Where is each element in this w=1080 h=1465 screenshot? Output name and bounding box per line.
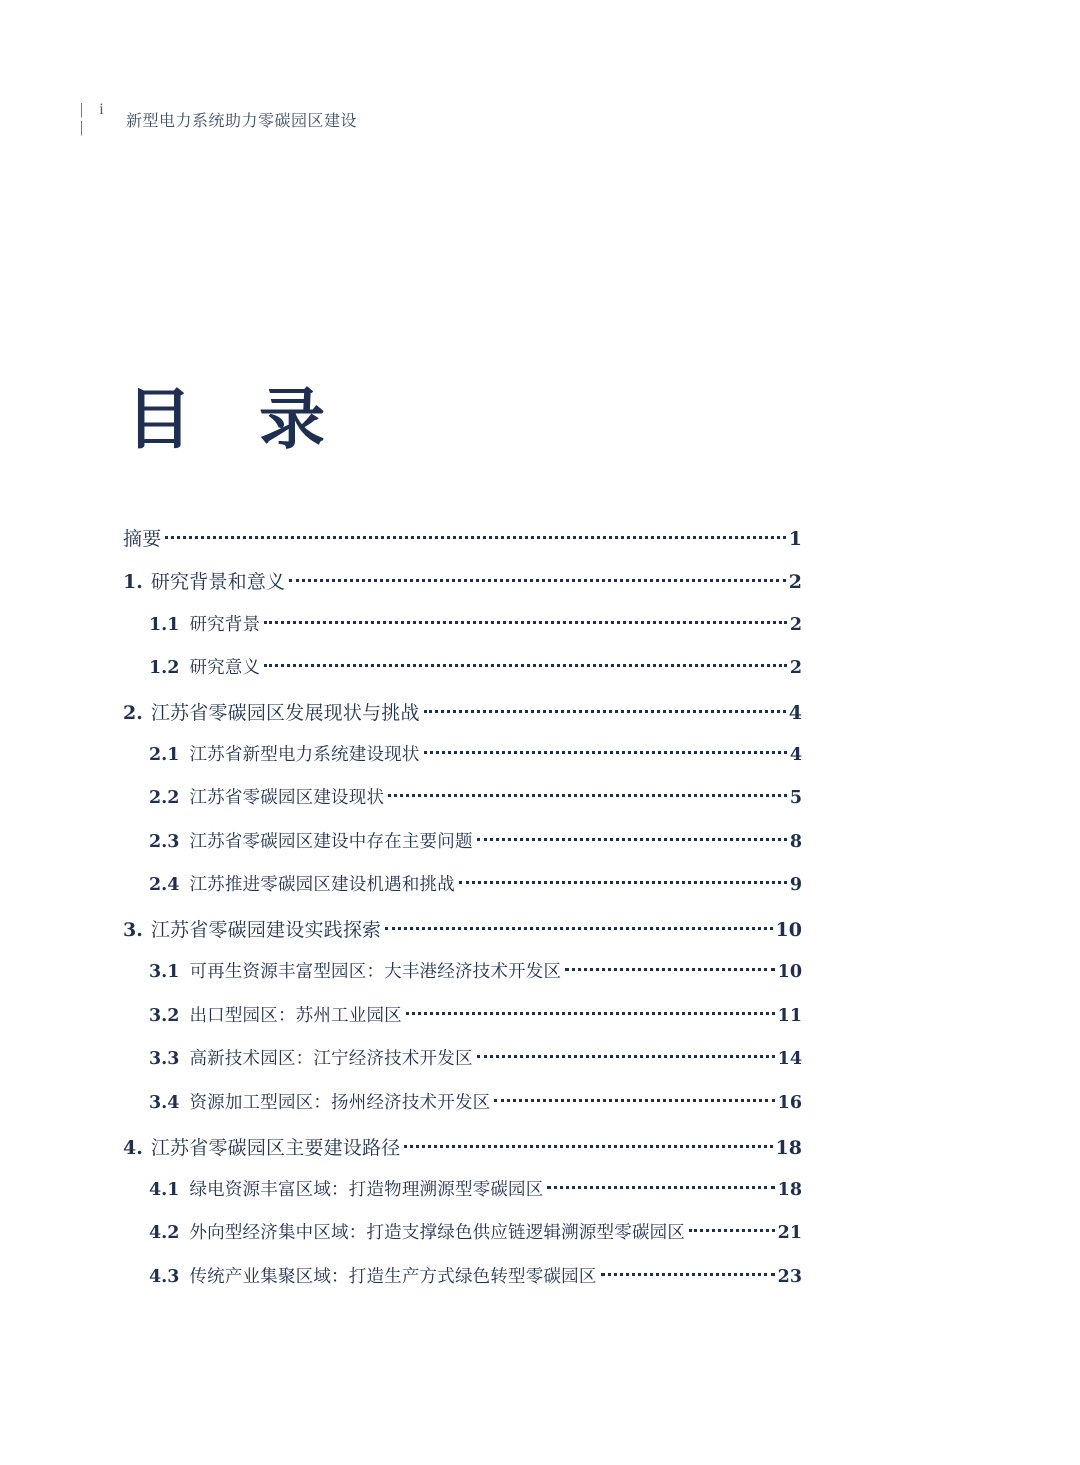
toc-dot-leader bbox=[494, 1099, 774, 1102]
toc-entry-page: 10 bbox=[775, 919, 802, 941]
toc-entry[interactable] bbox=[149, 653, 802, 683]
toc-entry-label bbox=[149, 740, 420, 770]
toc-entry-page: 1 bbox=[788, 528, 802, 550]
toc-entry[interactable] bbox=[123, 915, 802, 945]
toc-entry-number: 4.2 bbox=[149, 1223, 180, 1243]
toc-entry-number: 1.2 bbox=[149, 658, 180, 678]
toc-entry-label bbox=[123, 915, 381, 945]
toc-entry-title: 江苏省零碳园建设实践探索 bbox=[150, 919, 382, 941]
toc-entry-title: 资源加工型园区：扬州经济技术开发区 bbox=[189, 1093, 491, 1113]
toc-entry-label bbox=[149, 1262, 597, 1292]
toc-dot-leader bbox=[565, 968, 774, 971]
toc-entry-page: 2 bbox=[788, 571, 802, 593]
toc-entry[interactable] bbox=[149, 1218, 802, 1248]
toc-entry-number: 2.1 bbox=[149, 745, 180, 765]
toc-heading: 目 录 bbox=[126, 381, 347, 458]
toc-entry-label bbox=[149, 653, 260, 683]
toc-entry-number: 3.4 bbox=[149, 1093, 180, 1113]
toc-entry-number: 3. bbox=[123, 919, 143, 941]
toc-dot-leader bbox=[264, 621, 787, 624]
toc-entry-page: 2 bbox=[789, 615, 802, 635]
toc-entry-label bbox=[149, 1001, 402, 1031]
toc-dot-leader bbox=[289, 579, 786, 582]
toc-entry-number: 3.2 bbox=[149, 1006, 180, 1026]
toc-entry-title: 江苏省零碳园区发展现状与挑战 bbox=[150, 702, 420, 724]
toc-entry-page: 4 bbox=[788, 702, 802, 724]
toc-dot-leader bbox=[406, 1012, 775, 1015]
toc-dot-leader bbox=[388, 794, 787, 797]
toc-entry[interactable] bbox=[123, 524, 802, 554]
toc-entry-number: 3.3 bbox=[149, 1049, 180, 1069]
toc-entry-number: 4.1 bbox=[149, 1180, 180, 1200]
toc-entry-number: 3.1 bbox=[149, 962, 180, 982]
toc-entry-title: 摘要 bbox=[123, 528, 162, 550]
toc-entry-title: 高新技术园区：江宁经济技术开发区 bbox=[189, 1049, 473, 1069]
toc-entry-page: 8 bbox=[789, 832, 802, 852]
toc-entry-label bbox=[149, 1175, 543, 1205]
toc-dot-leader bbox=[459, 881, 787, 884]
toc-entry-label bbox=[149, 870, 455, 900]
toc-dot-leader bbox=[424, 710, 786, 713]
toc-entry-number: 4. bbox=[123, 1137, 143, 1159]
toc-entry-label bbox=[123, 1133, 400, 1163]
toc-entry-label bbox=[123, 524, 161, 554]
toc-entry-label bbox=[149, 610, 260, 640]
toc-entry[interactable] bbox=[149, 610, 802, 640]
toc-dot-leader bbox=[385, 927, 772, 930]
toc-entry-label bbox=[123, 567, 285, 597]
toc-entry-page: 23 bbox=[777, 1267, 802, 1287]
toc-entry-number: 2.2 bbox=[149, 788, 180, 808]
toc-entry-label bbox=[149, 1088, 490, 1118]
toc-entry-number: 1. bbox=[123, 571, 143, 593]
toc-entry[interactable] bbox=[149, 827, 802, 857]
toc-entry-page: 11 bbox=[777, 1006, 802, 1026]
toc-entry[interactable] bbox=[149, 1262, 802, 1292]
page-number-mark: | i | bbox=[80, 101, 110, 136]
toc-entry-number: 1.1 bbox=[149, 615, 180, 635]
toc-dot-leader bbox=[165, 536, 785, 539]
toc-entry-title: 可再生资源丰富型园区：大丰港经济技术开发区 bbox=[189, 962, 562, 982]
toc-entry[interactable] bbox=[149, 1088, 802, 1118]
toc-dot-leader bbox=[264, 664, 787, 667]
toc-entry[interactable] bbox=[149, 1001, 802, 1031]
toc-entry-label bbox=[149, 957, 561, 987]
toc-entry-page: 21 bbox=[777, 1223, 802, 1243]
toc-entry[interactable] bbox=[149, 1044, 802, 1074]
toc-entry-number: 2. bbox=[123, 702, 143, 724]
toc-entry-label bbox=[149, 1218, 685, 1248]
toc-entry-title: 江苏推进零碳园区建设机遇和挑战 bbox=[189, 875, 455, 895]
toc-entry-label bbox=[149, 827, 473, 857]
running-header bbox=[80, 101, 358, 136]
toc-entry[interactable] bbox=[123, 698, 802, 728]
toc-entry-title: 江苏省零碳园区建设中存在主要问题 bbox=[189, 832, 473, 852]
toc-dot-leader bbox=[689, 1229, 775, 1232]
toc-entry-title: 传统产业集聚区域：打造生产方式绿色转型零碳园区 bbox=[189, 1267, 597, 1287]
toc-entry-title: 江苏省新型电力系统建设现状 bbox=[189, 745, 420, 765]
toc-entry[interactable] bbox=[149, 783, 802, 813]
toc-entry-title: 研究意义 bbox=[189, 658, 261, 678]
toc-entry-title: 外向型经济集中区域：打造支撑绿色供应链逻辑溯源型零碳园区 bbox=[189, 1223, 686, 1243]
toc-entry[interactable] bbox=[149, 740, 802, 770]
document-title: 新型电力系统助力零碳园区建设 bbox=[126, 110, 358, 130]
toc-entry-title: 江苏省零碳园区建设现状 bbox=[189, 788, 385, 808]
toc-entry-title: 研究背景和意义 bbox=[150, 571, 286, 593]
toc-entry-title: 出口型园区：苏州工业园区 bbox=[189, 1006, 402, 1026]
toc-entry[interactable] bbox=[123, 1133, 802, 1163]
toc-entry-page: 16 bbox=[777, 1093, 802, 1113]
toc-entry-label bbox=[149, 1044, 473, 1074]
toc-entry-page: 5 bbox=[789, 788, 802, 808]
toc-entry-page: 18 bbox=[775, 1137, 802, 1159]
toc-entry-label bbox=[149, 783, 384, 813]
toc-entry[interactable] bbox=[149, 870, 802, 900]
toc-dot-leader bbox=[477, 1055, 775, 1058]
toc-dot-leader bbox=[547, 1186, 774, 1189]
toc-entry[interactable] bbox=[149, 1175, 802, 1205]
toc-entry-page: 9 bbox=[789, 875, 802, 895]
toc-dot-leader bbox=[601, 1273, 775, 1276]
toc-entry-number: 2.4 bbox=[149, 875, 180, 895]
toc-dot-leader bbox=[404, 1145, 772, 1148]
toc-entry-page: 14 bbox=[777, 1049, 802, 1069]
toc-entry-page: 18 bbox=[777, 1180, 802, 1200]
toc-entry[interactable] bbox=[149, 957, 802, 987]
toc-entry-title: 研究背景 bbox=[189, 615, 261, 635]
toc-entry-title: 江苏省零碳园区主要建设路径 bbox=[150, 1137, 401, 1159]
toc-entry-page: 10 bbox=[777, 962, 802, 982]
toc-entry-number: 4.3 bbox=[149, 1267, 180, 1287]
toc-entry-page: 2 bbox=[789, 658, 802, 678]
toc-entry-title: 绿电资源丰富区域：打造物理溯源型零碳园区 bbox=[189, 1180, 544, 1200]
toc-entry[interactable] bbox=[123, 567, 802, 597]
toc-dot-leader bbox=[424, 751, 787, 754]
toc-entry-page: 4 bbox=[789, 745, 802, 765]
toc-entry-label bbox=[123, 698, 420, 728]
toc-entry-number: 2.3 bbox=[149, 832, 180, 852]
toc-dot-leader bbox=[477, 838, 787, 841]
